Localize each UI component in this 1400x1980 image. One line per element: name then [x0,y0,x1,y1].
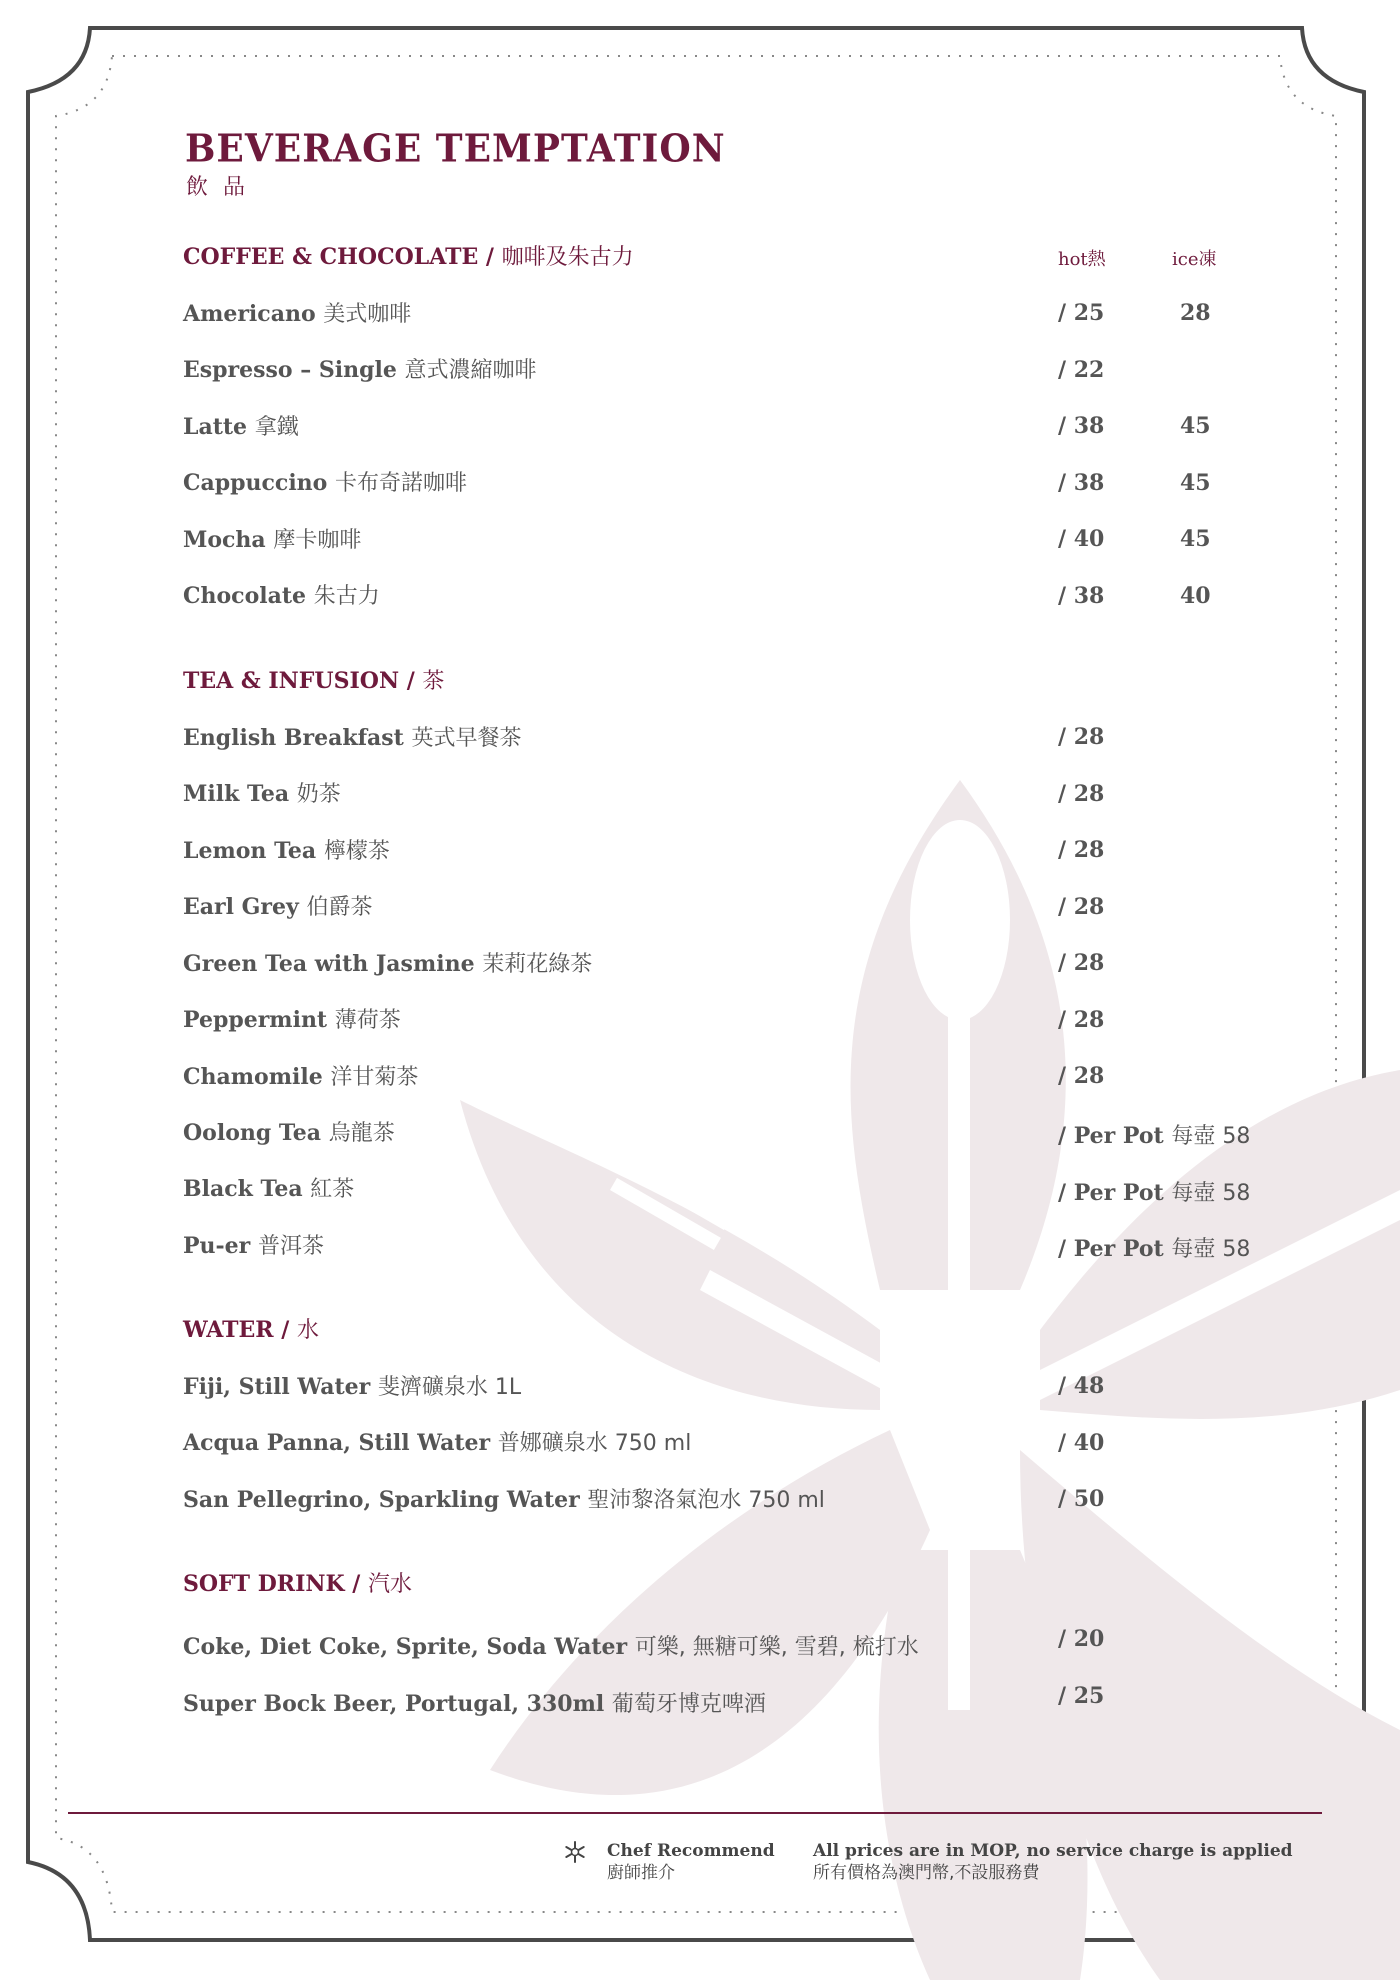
item-name: Green Tea with Jasmine [183,951,475,977]
menu-item-acqua-panna [183,1426,691,1457]
menu-item-earl-grey [183,890,372,921]
item-price: / 50 [1058,1486,1105,1512]
item-price: / 28 [1058,894,1105,920]
item-name: Black Tea [183,1176,303,1202]
item-price: / 28 [1058,950,1105,976]
item-name-zh: 意式濃縮咖啡 [404,358,537,383]
section-soft-drink [183,1567,412,1598]
price-note-zh: 所有價格為澳門幣,不設服務費 [813,1863,1040,1883]
price-note-en: All prices are in MOP, no service charge is applied [813,1841,1293,1861]
section-label: TEA & INFUSION / [183,668,415,694]
price-note [813,1840,1293,1884]
item-name-zh: 葡萄牙博克啤酒 [611,1692,766,1717]
item-price: / 28 [1058,724,1105,750]
item-name-zh: 茉莉花綠茶 [482,952,593,977]
item-name: Acqua Panna, Still Water [183,1430,491,1456]
item-name-zh: 紅茶 [310,1177,355,1202]
section-label-zh: 水 [296,1318,319,1343]
item-name-zh: 伯爵茶 [306,895,373,920]
item-name-zh: 薄荷茶 [334,1008,401,1033]
item-name: Cappuccino [183,470,328,496]
item-name: Latte [183,414,248,440]
item-name-zh: 卡布奇諾咖啡 [335,471,468,496]
menu-item-chocolate [183,579,380,610]
item-name-zh: 可樂, 無糖可樂, 雪碧, 梳打水 [634,1635,919,1660]
item-name: Americano [183,301,316,327]
chef-recommend-legend [607,1840,775,1884]
section-coffee-chocolate [183,240,634,271]
section-label: WATER / [183,1317,290,1343]
item-ice-price: 45 [1180,413,1211,439]
item-name: Earl Grey [183,894,299,920]
item-name: Chamomile [183,1064,323,1090]
menu-item-milk-tea [183,777,341,808]
item-hot-price: / 38 [1058,583,1105,609]
item-name-zh: 英式早餐茶 [411,726,522,751]
item-name: Coke, Diet Coke, Sprite, Soda Water [183,1634,628,1660]
price-label-zh: 每壺 58 [1171,1181,1251,1206]
item-price: / 28 [1058,1007,1105,1033]
menu-item-mocha [183,523,361,554]
item-name-zh: 烏龍茶 [328,1121,395,1146]
item-hot-price: / 40 [1058,526,1105,552]
item-name-zh: 檸檬茶 [323,839,390,864]
item-name-zh: 美式咖啡 [323,302,412,327]
item-price: / 25 [1058,1683,1105,1709]
item-name: Milk Tea [183,781,290,807]
item-name: Peppermint [183,1007,328,1033]
menu-title: BEVERAGE TEMPTATION [185,126,726,172]
section-label-zh: 咖啡及朱古力 [501,245,634,270]
item-hot-price: / 38 [1058,470,1105,496]
chef-recommend-label-zh: 廚師推介 [607,1863,675,1883]
item-name-zh: 摩卡咖啡 [273,528,362,553]
menu-item-english-breakfast [183,721,522,752]
item-price [1058,1232,1250,1263]
price-label: / Per Pot [1058,1123,1164,1149]
menu-item-peppermint [183,1003,401,1034]
item-price: / 40 [1058,1430,1105,1456]
item-ice-price: 28 [1180,300,1211,326]
item-name: English Breakfast [183,725,404,751]
item-name-zh: 普娜礦泉水 750 ml [497,1431,692,1456]
item-name: Pu-er [183,1233,251,1259]
item-price: / 28 [1058,781,1105,807]
item-name: San Pellegrino, Sparkling Water [183,1487,580,1513]
item-name-zh: 朱古力 [313,584,380,609]
price-label: / Per Pot [1058,1180,1164,1206]
item-name-zh: 奶茶 [296,782,341,807]
item-name: Chocolate [183,583,307,609]
menu-title-zh: 飲 品 [186,175,249,200]
flower-cutlery-watermark-icon [460,770,1400,1980]
item-price: / 28 [1058,1063,1105,1089]
item-name-zh: 斐濟礦泉水 1L [377,1375,522,1400]
item-hot-price: / 22 [1058,357,1105,383]
item-price: / 28 [1058,837,1105,863]
menu-item-cappuccino [183,466,467,497]
menu-item-oolong-tea [183,1116,395,1147]
section-label: COFFEE & CHOCOLATE / [183,244,494,270]
menu-item-latte [183,410,299,441]
menu-item-san-pellegrino [183,1483,825,1514]
menu-item-green-tea-jasmine [183,947,592,978]
item-price: / 20 [1058,1626,1105,1652]
chef-recommend-icon [563,1840,587,1864]
item-name-zh: 洋甘菊茶 [330,1065,419,1090]
item-name: Super Bock Beer, Portugal, 330ml [183,1691,605,1717]
item-ice-price: 45 [1180,470,1211,496]
item-hot-price: / 25 [1058,300,1105,326]
item-name-zh: 聖沛黎洛氣泡水 750 ml [587,1488,825,1513]
price-label-zh: 每壺 58 [1171,1237,1251,1262]
section-label-zh: 茶 [422,669,445,694]
section-label-zh: 汽水 [367,1572,412,1597]
ice-column-header: ice凍 [1172,249,1217,270]
item-name: Espresso – Single [183,357,397,383]
price-label-zh: 每壺 58 [1171,1124,1251,1149]
section-label: SOFT DRINK / [183,1571,361,1597]
menu-item-pu-er [183,1229,324,1260]
menu-item-espresso [183,353,537,384]
menu-item-chamomile [183,1060,418,1091]
section-tea-infusion [183,664,444,695]
price-label: / Per Pot [1058,1236,1164,1262]
chef-recommend-label: Chef Recommend [607,1841,775,1861]
item-ice-price: 45 [1180,526,1211,552]
item-name: Lemon Tea [183,838,317,864]
item-name: Oolong Tea [183,1120,322,1146]
menu-item-americano [183,297,411,328]
item-ice-price: 40 [1180,583,1211,609]
menu-item-soft-drinks [183,1630,919,1661]
footer-divider [68,1812,1322,1814]
menu-item-black-tea [183,1172,354,1203]
item-name: Mocha [183,527,266,553]
item-price [1058,1119,1250,1150]
menu-item-super-bock-beer [183,1687,766,1718]
menu-item-lemon-tea [183,834,390,865]
item-price [1058,1176,1250,1207]
menu-item-fiji-water [183,1370,521,1401]
item-price: / 48 [1058,1373,1105,1399]
hot-column-header: hot熱 [1058,249,1106,270]
item-name-zh: 普洱茶 [257,1234,324,1259]
item-name: Fiji, Still Water [183,1374,371,1400]
item-hot-price: / 38 [1058,413,1105,439]
item-name-zh: 拿鐵 [254,415,299,440]
section-water [183,1313,319,1344]
